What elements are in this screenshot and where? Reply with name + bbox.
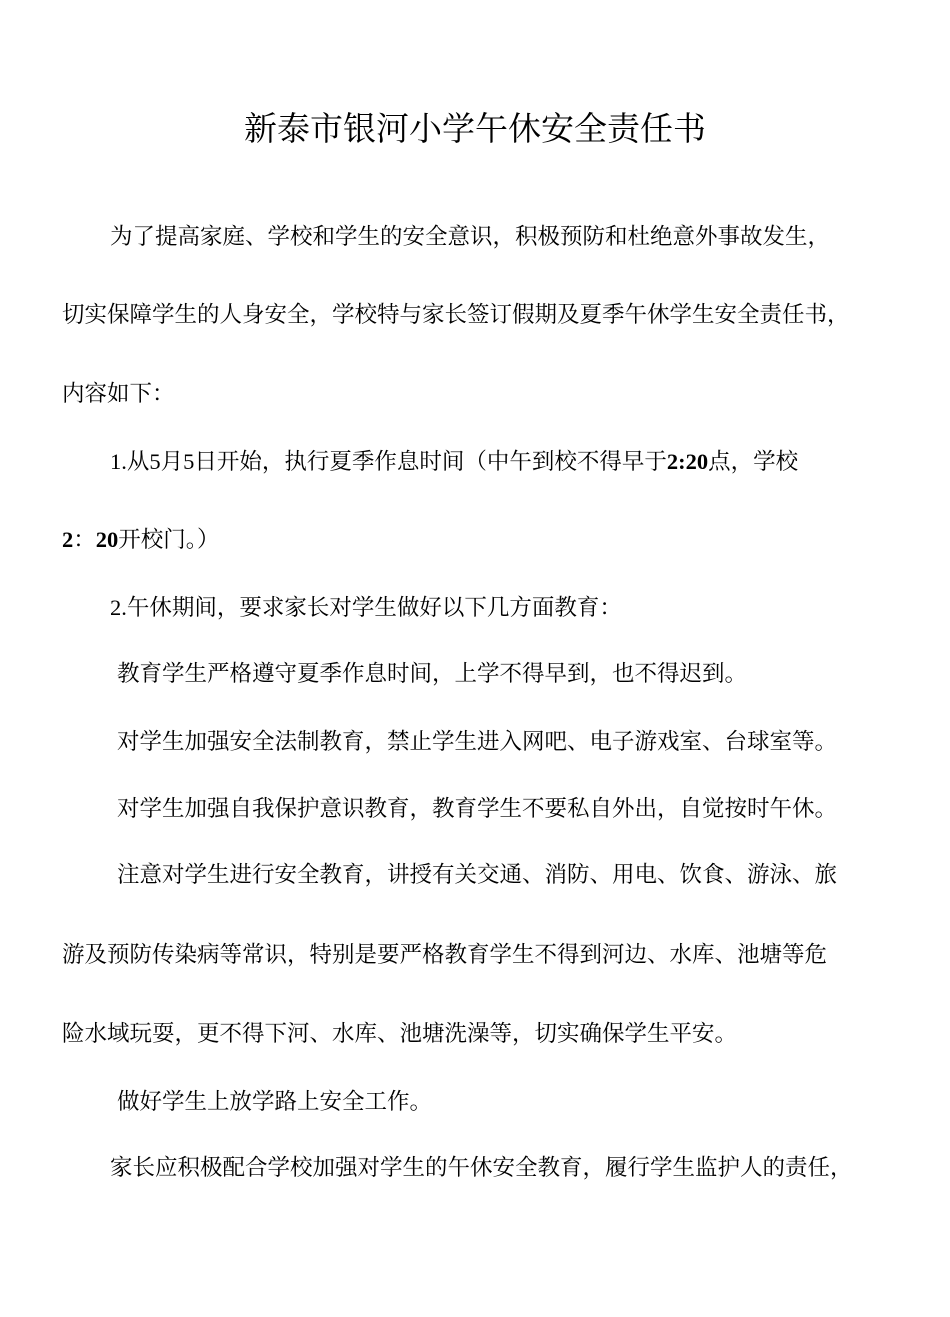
item-1-text-a: 从 — [126, 449, 150, 475]
sub-item-4-line-2: 游及预防传染病等常识，特别是要严格教育学生不得到河边、水库、池塘等危 — [62, 942, 828, 968]
sub-item-3: 对学生加强自我保护意识教育，教育学生不要私自外出，自觉按时午休。 — [117, 796, 838, 822]
item-1-number: 1. — [110, 449, 127, 474]
intro-line-2: 切实保障学生的人身安全，学校特与家长签订假期及夏季午休学生安全责任书， — [62, 302, 850, 328]
item-1-time: 2:20 — [666, 449, 709, 474]
item-1-line-1 — [110, 447, 798, 477]
item-1-text-b: 月 — [160, 449, 184, 475]
item-1-text-e: 开校门。） — [118, 527, 220, 553]
item-1-text-c: 日开始，执行夏季作息时间（中午到校不得早于 — [194, 449, 667, 475]
intro-line-1: 为了提高家庭、学校和学生的安全意识，积极预防和杜绝意外事故发生， — [110, 224, 831, 250]
sub-item-4-line-1: 注意对学生进行安全教育，讲授有关交通、消防、用电、饮食、游泳、旅 — [117, 862, 838, 888]
item-1-text-d: 点，学校 — [708, 449, 799, 475]
sub-item-1: 教育学生严格遵守夏季作息时间，上学不得早到，也不得迟到。 — [117, 661, 748, 687]
closing-line: 家长应积极配合学校加强对学生的午休安全教育，履行学生监护人的责任， — [110, 1155, 853, 1181]
item-1-gate-minute: 20 — [95, 527, 119, 552]
item-2-line — [110, 593, 622, 623]
sub-item-4-line-3: 险水域玩耍，更不得下河、水库、池塘洗澡等，切实确保学生平安。 — [62, 1021, 738, 1047]
item-2-text: 午休期间，要求家长对学生做好以下几方面教育： — [126, 595, 622, 621]
sub-item-5: 做好学生上放学路上安全工作。 — [117, 1089, 433, 1115]
item-2-number: 2. — [110, 595, 127, 620]
item-1-gate-sep: ： — [73, 527, 96, 553]
document-title: 新泰市银河小学午休安全责任书 — [244, 109, 706, 148]
item-1-month: 5 — [149, 449, 161, 474]
intro-line-3: 内容如下： — [62, 381, 175, 407]
sub-item-2: 对学生加强安全法制教育，禁止学生进入网吧、电子游戏室、台球室等。 — [117, 729, 838, 755]
item-1-line-2 — [62, 525, 220, 555]
item-1-gate-hour: 2 — [62, 527, 74, 552]
item-1-day: 5 — [183, 449, 195, 474]
